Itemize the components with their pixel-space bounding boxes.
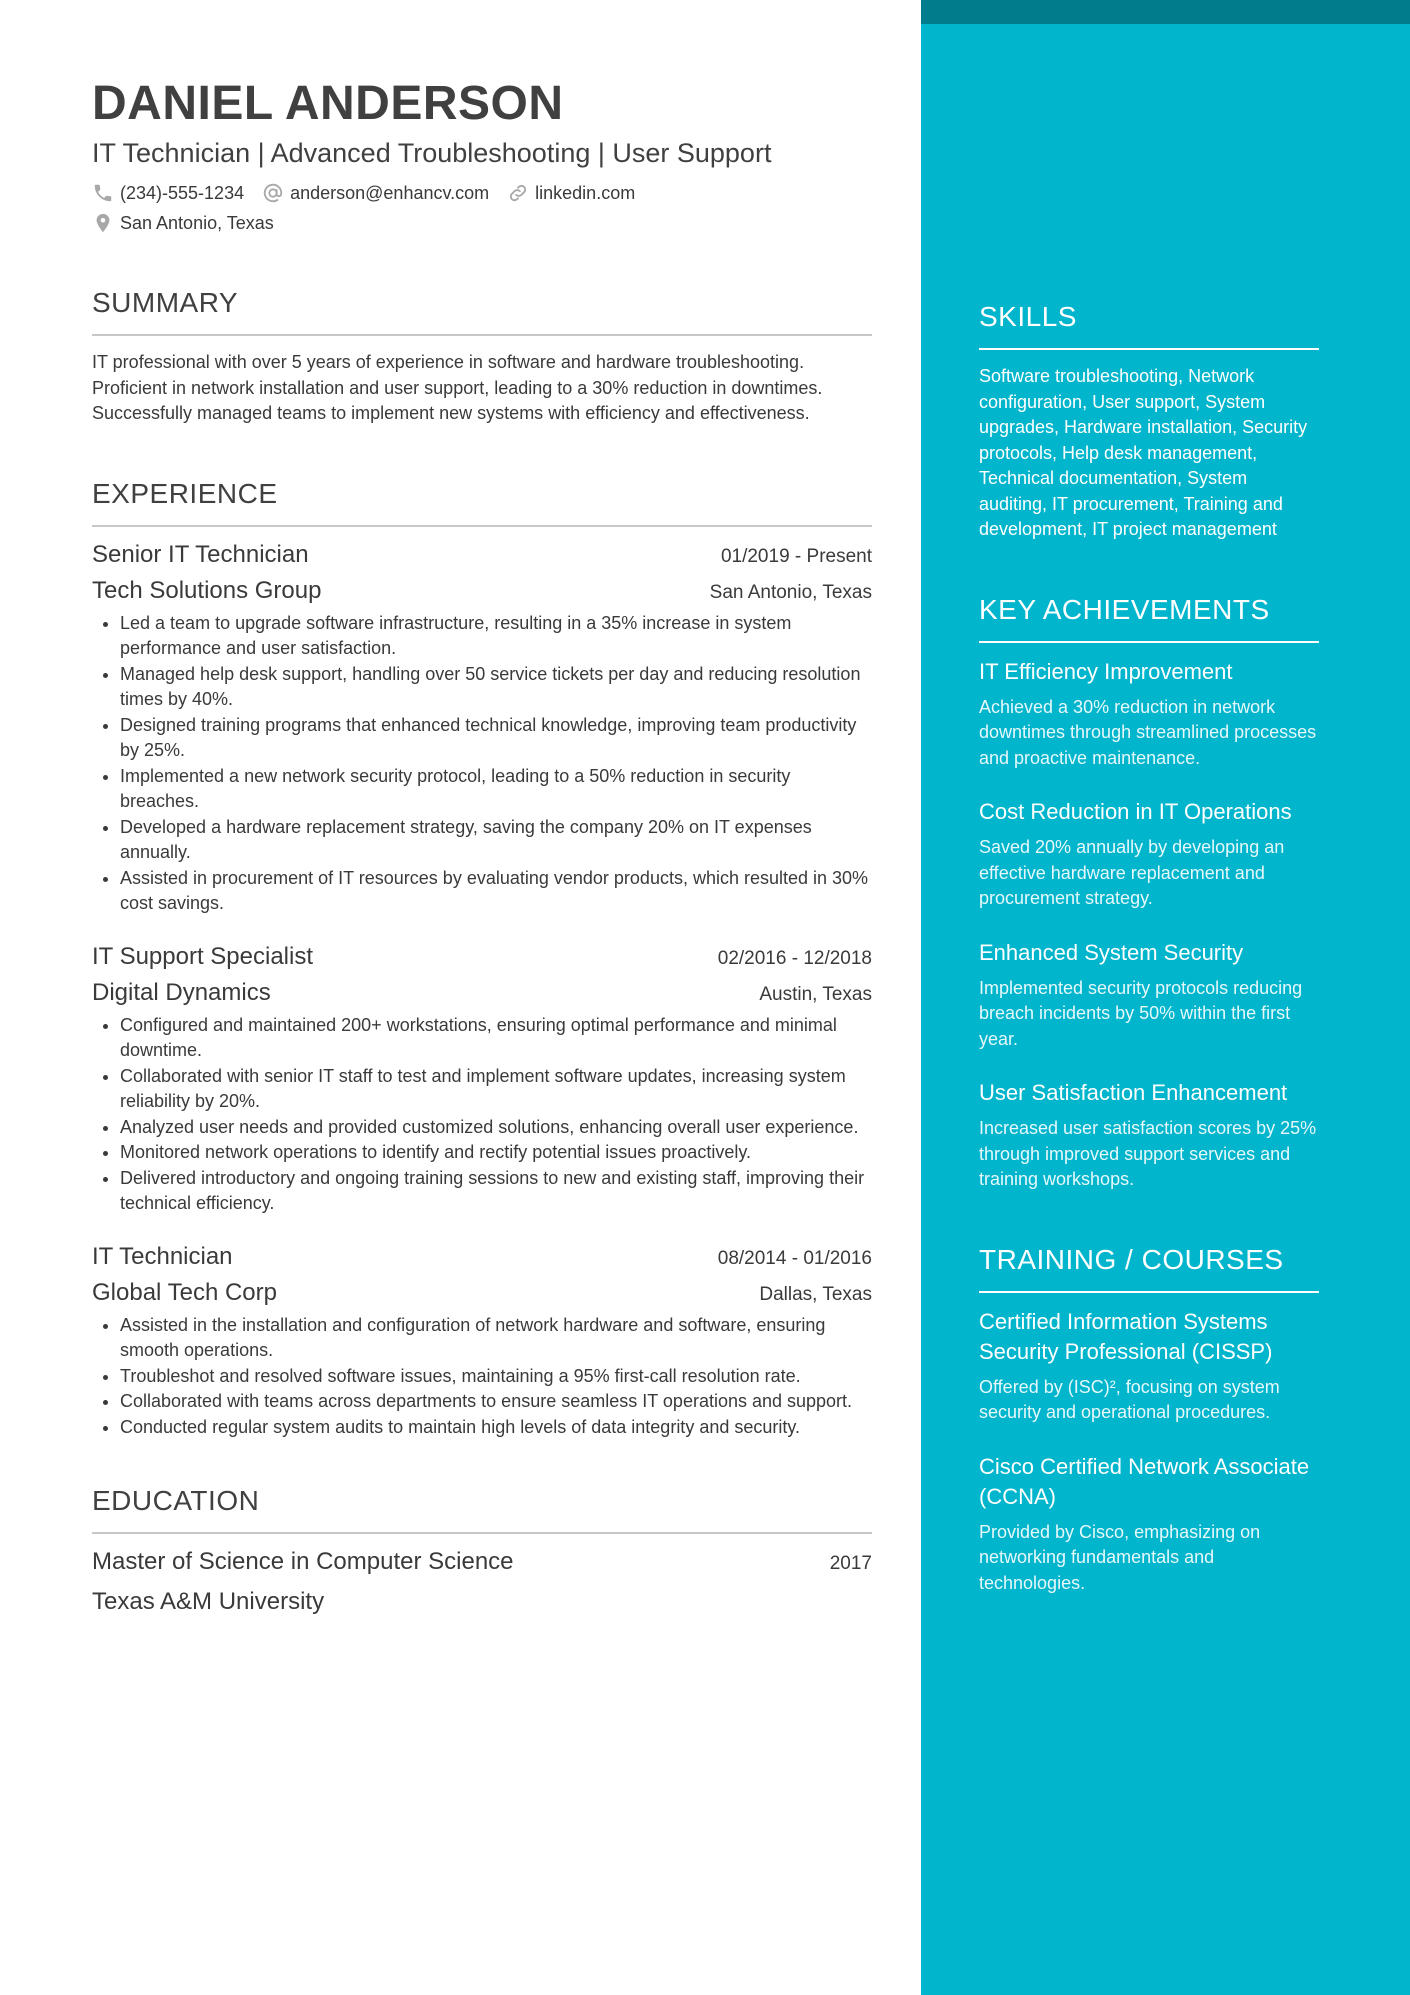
training-title: Cisco Certified Network Associate (CCNA) [979,1453,1310,1509]
contact-email[interactable] [262,182,489,204]
job-entry [92,1241,872,1441]
training-item [979,1452,1319,1597]
job-bullets [92,611,872,917]
phone-text: (234)-555-1234 [120,182,245,203]
contact-phone[interactable] [92,182,244,204]
contact-linkedin[interactable] [507,182,635,204]
job-company: Digital Dynamics [92,978,271,1006]
job-bullet: • Troubleshot and resolved software issues, maintaining a 95% first-call resolution rate. [120,1364,872,1390]
achievement-desc: Implemented security protocols reducing breach incidents by 50% within the first year. [979,977,1303,1049]
job-title: IT Technician [92,1242,233,1270]
job-title: Senior IT Technician [92,540,309,568]
training-divider [979,1291,1319,1293]
achievement-item [979,938,1319,1053]
achievements-heading: KEY ACHIEVEMENTS [979,593,1270,625]
job-bullet: • Configured and maintained 200+ workstations, ensuring optimal performance and minimal downtime. [120,1013,872,1064]
job-company: Global Tech Corp [92,1278,277,1306]
job-bullets [92,1013,872,1217]
job-bullet: • Managed help desk support, handling over 50 service tickets per day and reducing resolution times by 40%. [120,662,872,713]
job-dates: 01/2019 - Present [720,545,872,567]
summary-text: IT professional with over 5 years of experience in software and hardware troubleshooting. Proficient in network installation and user support, leading to a 30% reduction in downtimes. Successfully managed teams to implement new systems with efficiency and effectiveness. [92,352,823,423]
achievement-title: Enhanced System Security [979,939,1244,965]
job-bullet: • Assisted in procurement of IT resources by evaluating vendor products, which resulted in 30% cost savings. [120,866,872,917]
location-row [92,212,872,234]
sidebar-content [979,300,1319,1596]
achievement-item [979,797,1319,912]
achievements-divider [979,641,1319,643]
skills-section [979,300,1319,543]
skills-divider [979,348,1319,350]
at-icon [262,182,284,204]
training-desc: Provided by Cisco, emphasizing on networking fundamentals and technologies. [979,1521,1261,1593]
achievements-section [979,593,1319,1193]
training-desc: Offered by (ISC)², focusing on system security and operational procedures. [979,1376,1280,1422]
job-title: IT Support Specialist [92,942,314,970]
experience-section [92,477,872,1441]
achievement-item [979,657,1319,772]
job-bullet: • Developed a hardware replacement strategy, saving the company 20% on IT expenses annually. [120,815,872,866]
skills-heading: SKILLS [979,301,1077,332]
education-degree: Master of Science in Computer Science [92,1548,514,1575]
job-dates: 02/2016 - 12/2018 [717,947,872,969]
training-section [979,1243,1319,1597]
experience-heading: EXPERIENCE [92,477,278,509]
job-bullet: • Delivered introductory and ongoing training sessions to new and existing staff, improving their technical efficiency. [120,1166,872,1217]
achievement-title: User Satisfaction Enhancement [979,1080,1288,1105]
job-bullet: • Designed training programs that enhanced technical knowledge, improving team productivity by 25%. [120,713,872,764]
achievement-title: Cost Reduction in IT Operations [979,799,1292,824]
candidate-headline: IT Technician | Advanced Troubleshooting | User Support [92,138,772,168]
job-location: Austin, Texas [759,983,872,1005]
job-bullet: • Analyzed user needs and provided customized solutions, enhancing overall user experience. [120,1115,872,1141]
link-icon [507,182,529,204]
job-bullets [92,1313,872,1441]
education-section [92,1484,872,1618]
education-year: 2017 [829,1553,872,1574]
job-bullet: • Monitored network operations to identify and rectify potential issues proactively. [120,1140,872,1166]
job-entry [92,941,872,1217]
summary-section [92,286,872,427]
job-entry [92,539,872,917]
skills-text: Software troubleshooting, Network configuration, User support, System upgrades, Hardware installation, Security protocols, Help desk management, Technical documentation, System auditing, IT procurement, Training and development, IT project management [979,366,1308,539]
experience-divider [92,525,872,527]
training-title: Certified Information Systems Security Professional (CISSP) [979,1308,1273,1364]
achievement-desc: Increased user satisfaction scores by 25% through improved support services and training workshops. [979,1118,1317,1189]
candidate-name: DANIEL ANDERSON [92,77,564,130]
job-location: Dallas, Texas [759,1283,872,1305]
job-company: Tech Solutions Group [92,576,322,604]
job-bullet: • Conducted regular system audits to maintain high levels of data integrity and security. [120,1415,872,1441]
job-bullet: • Implemented a new network security protocol, leading to a 50% reduction in security breaches. [120,764,872,815]
email-text: anderson@enhancv.com [290,182,490,203]
education-heading: EDUCATION [92,1485,260,1516]
phone-icon [92,182,114,204]
training-heading: TRAINING / COURSES [979,1243,1284,1275]
contact-row [92,182,872,204]
job-bullet: • Collaborated with teams across departments to ensure seamless IT operations and support. [120,1389,872,1415]
contact-location [92,212,274,234]
achievement-item [979,1078,1319,1193]
summary-heading: SUMMARY [92,287,239,318]
job-dates: 08/2014 - 01/2016 [717,1247,872,1269]
job-bullet: • Assisted in the installation and configuration of network hardware and software, ensuring smooth operations. [120,1313,872,1364]
job-bullet: • Collaborated with senior IT staff to test and implement software updates, increasing system reliability by 20%. [120,1064,872,1115]
job-bullet: • Led a team to upgrade software infrastructure, resulting in a 35% increase in system performance and user satisfaction. [120,611,872,662]
achievement-desc: Saved 20% annually by developing an effective hardware replacement and procurement strategy. [979,837,1285,908]
summary-divider [92,334,872,336]
linkedin-text: linkedin.com [535,182,636,203]
sidebar-top-bar [921,0,1410,24]
training-item [979,1307,1319,1426]
education-divider [92,1532,872,1534]
location-pin-icon [92,212,114,234]
main-column [92,70,872,1618]
achievement-desc: Achieved a 30% reduction in network downtimes through streamlined processes and proactive maintenance. [979,696,1317,768]
location-text: San Antonio, Texas [120,212,274,233]
job-location: San Antonio, Texas [709,581,872,603]
achievement-title: IT Efficiency Improvement [979,658,1233,684]
education-school: Texas A&M University [92,1588,325,1615]
